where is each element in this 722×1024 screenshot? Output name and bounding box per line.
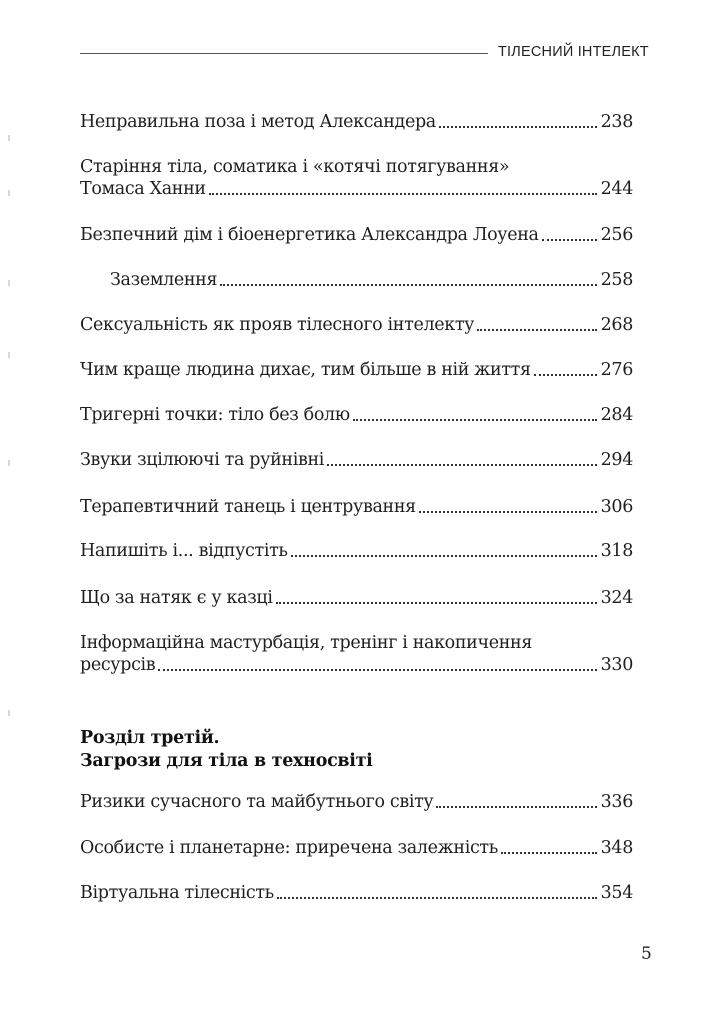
- toc-entry-title: Сексуальність як прояв тілесного інтелекту: [80, 315, 475, 335]
- toc-entry-page: 354: [600, 883, 633, 903]
- toc-entry-title: Безпечний дім і біоенергетика Александра Лоуена: [80, 225, 539, 245]
- toc-entry-page: 324: [600, 588, 633, 608]
- toc-entry-title: Напишіть і... відпустіть: [80, 541, 288, 561]
- toc-entry[interactable]: [80, 587, 633, 609]
- dot-leader: [291, 555, 597, 557]
- toc-entry[interactable]: [80, 540, 633, 562]
- dot-leader: [327, 464, 597, 466]
- toc-entry[interactable]: [80, 882, 633, 904]
- toc-entry-title: Що за натяк є у казці: [80, 588, 273, 608]
- section-heading[interactable]: [80, 727, 633, 773]
- margin-mark: [8, 710, 10, 716]
- toc-entry-page: 268: [600, 315, 633, 335]
- toc-entry-page: 238: [600, 112, 633, 132]
- toc-entry-page: 336: [600, 792, 633, 812]
- toc-entry-page: 330: [600, 655, 633, 675]
- toc-entry-page: 244: [600, 179, 633, 199]
- margin-mark: [8, 460, 10, 466]
- toc-entry-page: 306: [600, 497, 633, 517]
- toc-entry[interactable]: [80, 404, 633, 426]
- margin-mark: [8, 135, 10, 141]
- toc-entry-title: Особисте і планетарне: приречена залежність: [80, 838, 498, 858]
- toc-entry-page: 258: [600, 270, 633, 290]
- toc-entry-title: Неправильна поза і метод Александера: [80, 112, 436, 132]
- margin-mark: [8, 352, 10, 358]
- dot-leader: [542, 239, 597, 241]
- toc-entry-page: 348: [600, 838, 633, 858]
- section-heading-line2: Загрози для тіла в техносвіті: [80, 751, 373, 771]
- dot-leader: [534, 374, 597, 376]
- dot-leader: [220, 284, 596, 286]
- running-header-title: ТІЛЕСНИЙ ІНТЕЛЕКТ: [498, 44, 649, 60]
- toc-entry-page: 276: [600, 360, 633, 380]
- toc-entry[interactable]: [80, 224, 633, 246]
- toc-entry[interactable]: [80, 837, 633, 859]
- toc-entry-title: Терапевтичний танець і центрування: [80, 497, 416, 517]
- dot-leader: [276, 602, 597, 604]
- toc-entry-title-line1: Інформаційна мастурбація, тренінг і накопичення: [80, 633, 533, 653]
- toc-entry-title: Томаса Ханни: [80, 179, 206, 199]
- toc-entry[interactable]: [80, 791, 633, 813]
- dot-leader: [477, 329, 597, 331]
- margin-mark: [8, 190, 10, 196]
- toc-entry-page: 294: [600, 450, 633, 470]
- dot-leader: [158, 669, 596, 671]
- dot-leader: [419, 511, 597, 513]
- toc-entry[interactable]: [80, 359, 633, 381]
- toc-entry-title: Заземлення: [110, 270, 218, 290]
- dot-leader: [439, 126, 597, 128]
- toc-entry-title: Ризики сучасного та майбутнього світу: [80, 792, 434, 812]
- toc-entry-title: Тригерні точки: тіло без болю: [80, 405, 350, 425]
- dot-leader: [353, 419, 597, 421]
- toc-entry[interactable]: [80, 496, 633, 518]
- header-rule: [80, 53, 488, 54]
- toc-entry-title-line1: Старіння тіла, соматика і «котячі потягування»: [80, 157, 510, 177]
- page-number: 5: [641, 944, 652, 964]
- toc-entry[interactable]: [80, 632, 633, 676]
- toc-subentry[interactable]: [110, 269, 633, 291]
- dot-leader: [501, 852, 597, 854]
- toc-entry-title: Звуки зцілюючі та руйнівні: [80, 450, 325, 470]
- toc-entry-title: Віртуальна тілесність: [80, 883, 274, 903]
- dot-leader: [277, 897, 597, 899]
- toc-entry-page: 284: [600, 405, 633, 425]
- toc-entry[interactable]: [80, 449, 633, 471]
- toc-entry-page: 256: [600, 225, 633, 245]
- section-heading-line1: Розділ третій.: [80, 728, 220, 748]
- toc-entry[interactable]: [80, 111, 633, 133]
- toc-entry-title: Чим краще людина дихає, тим більше в ній життя: [80, 360, 531, 380]
- dot-leader: [209, 193, 597, 195]
- dot-leader: [436, 806, 596, 808]
- toc-entry[interactable]: [80, 314, 633, 336]
- toc-entry-title: ресурсів: [80, 655, 156, 675]
- toc-entry-page: 318: [600, 541, 633, 561]
- toc-entry[interactable]: [80, 156, 633, 200]
- margin-mark: [8, 280, 10, 286]
